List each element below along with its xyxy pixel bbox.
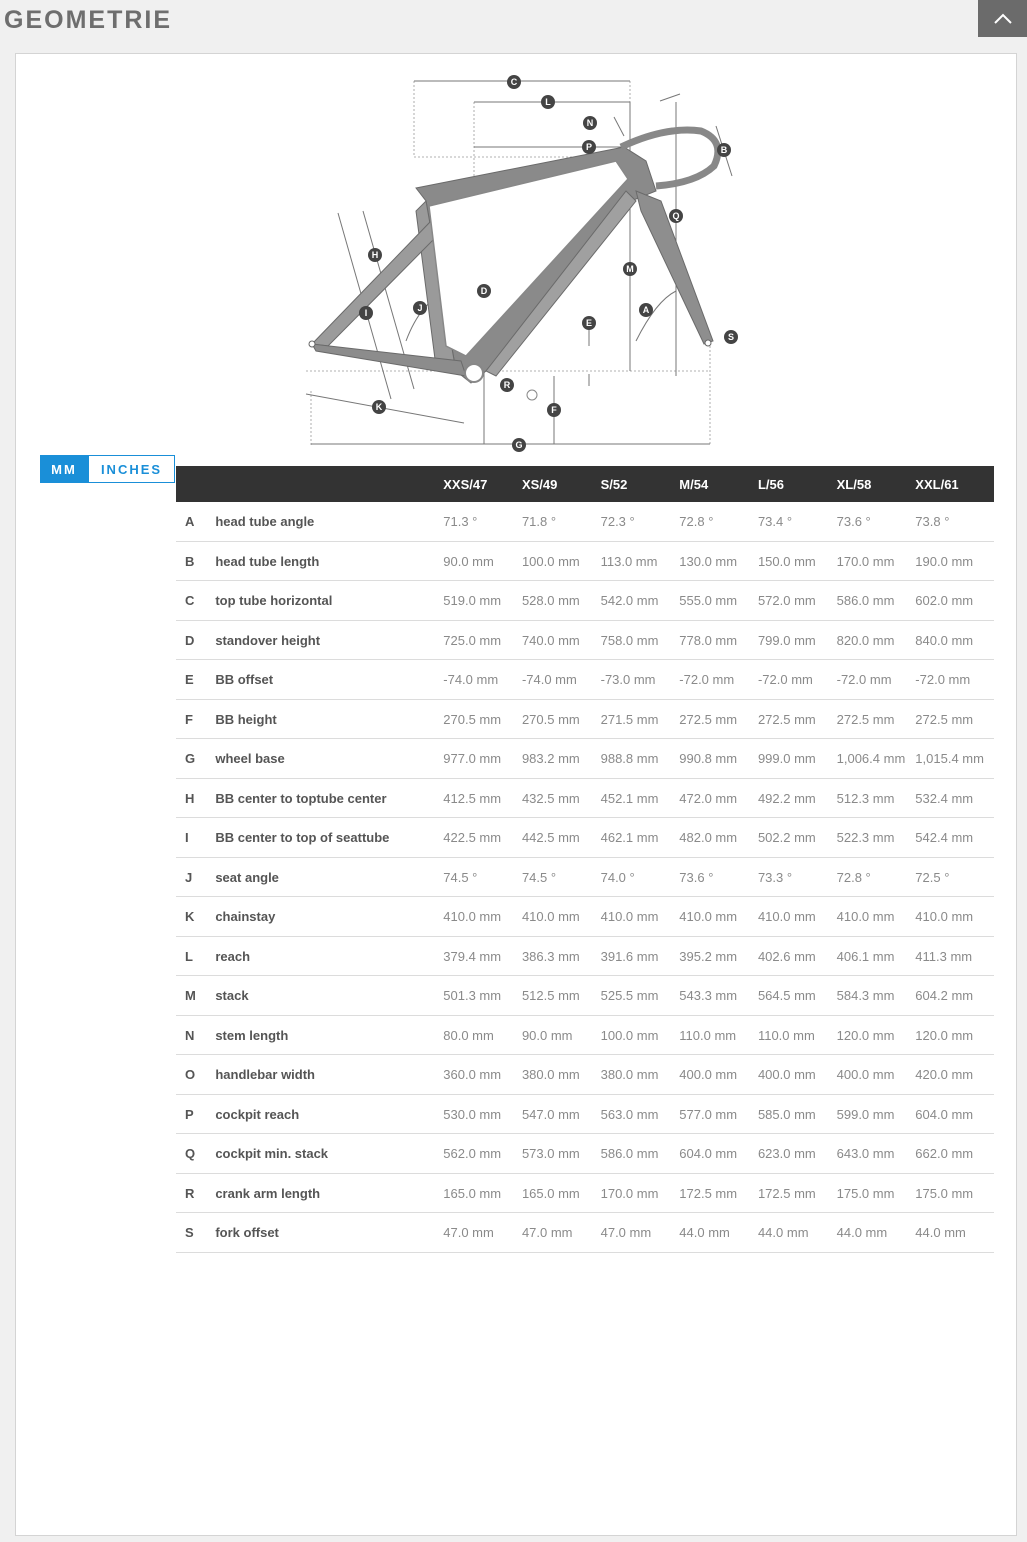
row-value: 130.0 mm (679, 541, 758, 581)
bike-frame-geometry-diagram (286, 69, 746, 454)
table-row (176, 502, 994, 541)
svg-text:L: L (545, 97, 551, 107)
size-header: L/56 (757, 476, 784, 492)
row-value: 120.0 mm (915, 1015, 994, 1055)
marker-l (541, 95, 555, 109)
row-value: 380.0 mm (522, 1055, 601, 1095)
row-value: 522.3 mm (837, 818, 916, 858)
table-row (176, 1055, 994, 1095)
row-label: BB height (215, 699, 443, 739)
row-value: 150.0 mm (758, 541, 837, 581)
row-value: 410.0 mm (758, 897, 837, 937)
row-value: 543.3 mm (679, 976, 758, 1016)
svg-text:A: A (642, 305, 650, 315)
table-row (176, 699, 994, 739)
row-value: 562.0 mm (443, 1134, 522, 1174)
row-value: 820.0 mm (837, 620, 916, 660)
row-value: 840.0 mm (915, 620, 994, 660)
row-value: 73.3 ° (758, 857, 837, 897)
row-value: 270.5 mm (522, 699, 601, 739)
row-value: 990.8 mm (679, 739, 758, 779)
section-title: GEOMETRIE (4, 6, 173, 34)
svg-text:F: F (551, 405, 557, 415)
row-value: 410.0 mm (522, 897, 601, 937)
size-header: S/52 (600, 476, 628, 492)
svg-text:H: H (371, 250, 379, 260)
row-label: chainstay (215, 897, 443, 937)
row-value: 662.0 mm (915, 1134, 994, 1174)
row-value: 432.5 mm (522, 778, 601, 818)
row-value: 977.0 mm (443, 739, 522, 779)
row-value: -74.0 mm (522, 660, 601, 700)
svg-text:C: C (510, 77, 518, 87)
unit-inches-button[interactable]: INCHES (88, 455, 175, 483)
row-value: 482.0 mm (679, 818, 758, 858)
row-value: 778.0 mm (679, 620, 758, 660)
row-value: 380.0 mm (601, 1055, 680, 1095)
marker-h (368, 248, 382, 262)
row-value: 599.0 mm (837, 1094, 916, 1134)
marker-r (500, 378, 514, 392)
svg-text:J: J (417, 303, 423, 313)
row-value: 73.4 ° (758, 502, 837, 541)
svg-text:D: D (480, 286, 488, 296)
row-label: crank arm length (215, 1173, 443, 1213)
table-row (176, 1134, 994, 1174)
row-value: 604.2 mm (915, 976, 994, 1016)
row-key: F (176, 699, 215, 739)
row-value: 172.5 mm (679, 1173, 758, 1213)
row-value: 512.3 mm (837, 778, 916, 818)
row-value: 272.5 mm (915, 699, 994, 739)
marker-d (477, 284, 491, 298)
row-label: BB center to toptube center (215, 778, 443, 818)
table-row (176, 1015, 994, 1055)
row-value: 175.0 mm (837, 1173, 916, 1213)
marker-k (372, 400, 386, 414)
row-value: 530.0 mm (443, 1094, 522, 1134)
row-label: stem length (215, 1015, 443, 1055)
row-value: 400.0 mm (679, 1055, 758, 1095)
row-key: G (176, 739, 215, 779)
row-value: -73.0 mm (601, 660, 680, 700)
table-row (176, 897, 994, 937)
row-value: 462.1 mm (601, 818, 680, 858)
row-value: 72.8 ° (679, 502, 758, 541)
row-value: 90.0 mm (443, 541, 522, 581)
table-row (176, 778, 994, 818)
row-value: 44.0 mm (758, 1213, 837, 1253)
row-value: 542.0 mm (601, 581, 680, 621)
row-key: E (176, 660, 215, 700)
row-value: 547.0 mm (522, 1094, 601, 1134)
svg-text:N: N (586, 118, 594, 128)
marker-q (669, 209, 683, 223)
row-value: 564.5 mm (758, 976, 837, 1016)
row-value: 80.0 mm (443, 1015, 522, 1055)
row-value: 72.8 ° (837, 857, 916, 897)
row-value: 410.0 mm (443, 897, 522, 937)
svg-text:G: G (515, 440, 523, 450)
row-value: -74.0 mm (443, 660, 522, 700)
row-value: 110.0 mm (758, 1015, 837, 1055)
row-value: 725.0 mm (443, 620, 522, 660)
chevron-up-icon (993, 13, 1013, 25)
row-value: 270.5 mm (443, 699, 522, 739)
row-value: 585.0 mm (758, 1094, 837, 1134)
table-row (176, 857, 994, 897)
row-value: 71.3 ° (443, 502, 522, 541)
marker-a (639, 303, 653, 317)
row-value: 165.0 mm (443, 1173, 522, 1213)
row-label: handlebar width (215, 1055, 443, 1095)
row-value: 386.3 mm (522, 936, 601, 976)
row-value: 799.0 mm (758, 620, 837, 660)
row-key: N (176, 1015, 215, 1055)
row-value: 452.1 mm (601, 778, 680, 818)
size-header: XL/58 (836, 476, 872, 492)
table-row (176, 739, 994, 779)
marker-i (359, 306, 373, 320)
row-label: standover height (215, 620, 443, 660)
table-row (176, 1213, 994, 1253)
row-label: BB center to top of seattube (215, 818, 443, 858)
row-value: 412.5 mm (443, 778, 522, 818)
row-key: J (176, 857, 215, 897)
size-header: M/54 (679, 476, 709, 492)
row-value: 72.3 ° (601, 502, 680, 541)
svg-text:Q: Q (672, 211, 680, 221)
row-value: 528.0 mm (522, 581, 601, 621)
size-header: XXS/47 (443, 476, 488, 492)
row-value: 623.0 mm (758, 1134, 837, 1174)
row-value: 643.0 mm (837, 1134, 916, 1174)
marker-f (547, 403, 561, 417)
svg-text:R: R (503, 380, 511, 390)
table-row (176, 1173, 994, 1213)
geometry-panel (15, 53, 1017, 1536)
row-label: cockpit reach (215, 1094, 443, 1134)
geometry-table (176, 466, 994, 1253)
table-header-row (176, 466, 994, 502)
row-value: 72.5 ° (915, 857, 994, 897)
row-value: 272.5 mm (837, 699, 916, 739)
row-value: 512.5 mm (522, 976, 601, 1016)
marker-p (582, 140, 596, 154)
row-value: 442.5 mm (522, 818, 601, 858)
row-value: -72.0 mm (915, 660, 994, 700)
table-row (176, 1094, 994, 1134)
row-value: 400.0 mm (837, 1055, 916, 1095)
row-value: 44.0 mm (915, 1213, 994, 1253)
size-header: XS/49 (521, 476, 558, 492)
row-value: 758.0 mm (601, 620, 680, 660)
row-value: 120.0 mm (837, 1015, 916, 1055)
row-value: 983.2 mm (522, 739, 601, 779)
row-value: 379.4 mm (443, 936, 522, 976)
row-label: reach (215, 936, 443, 976)
svg-text:K: K (375, 402, 383, 412)
row-value: 502.2 mm (758, 818, 837, 858)
row-value: 406.1 mm (837, 936, 916, 976)
row-value: 542.4 mm (915, 818, 994, 858)
row-value: 573.0 mm (522, 1134, 601, 1174)
row-key: H (176, 778, 215, 818)
row-value: -72.0 mm (679, 660, 758, 700)
row-key: P (176, 1094, 215, 1134)
unit-toggle (40, 455, 175, 483)
svg-text:S: S (727, 332, 735, 342)
row-value: 391.6 mm (601, 936, 680, 976)
marker-s (724, 330, 738, 344)
row-key: I (176, 818, 215, 858)
row-value: 411.3 mm (915, 936, 994, 976)
row-key: R (176, 1173, 215, 1213)
row-value: 410.0 mm (601, 897, 680, 937)
row-value: 420.0 mm (915, 1055, 994, 1095)
row-value: 422.5 mm (443, 818, 522, 858)
row-value: 170.0 mm (601, 1173, 680, 1213)
row-key: L (176, 936, 215, 976)
row-value: 271.5 mm (601, 699, 680, 739)
table-row (176, 541, 994, 581)
row-value: 410.0 mm (679, 897, 758, 937)
row-value: 519.0 mm (443, 581, 522, 621)
row-value: 47.0 mm (601, 1213, 680, 1253)
svg-text:E: E (585, 318, 593, 328)
marker-m (623, 262, 637, 276)
row-value: 400.0 mm (758, 1055, 837, 1095)
unit-mm-button[interactable]: MM (40, 455, 88, 483)
row-value: 47.0 mm (443, 1213, 522, 1253)
row-label: stack (215, 976, 443, 1016)
table-row (176, 976, 994, 1016)
svg-text:P: P (585, 142, 593, 152)
table-row (176, 936, 994, 976)
row-value: -72.0 mm (837, 660, 916, 700)
row-value: 170.0 mm (837, 541, 916, 581)
row-value: 44.0 mm (837, 1213, 916, 1253)
row-label: top tube horizontal (215, 581, 443, 621)
collapse-button[interactable] (978, 0, 1027, 37)
row-value: 410.0 mm (837, 897, 916, 937)
row-key: O (176, 1055, 215, 1095)
table-row (176, 660, 994, 700)
table-row (176, 818, 994, 858)
row-value: 44.0 mm (679, 1213, 758, 1253)
row-value: 73.8 ° (915, 502, 994, 541)
row-value: 100.0 mm (522, 541, 601, 581)
row-value: 988.8 mm (601, 739, 680, 779)
marker-e (582, 316, 596, 330)
row-value: 1,015.4 mm (915, 739, 994, 779)
row-value: 90.0 mm (522, 1015, 601, 1055)
marker-j (413, 301, 427, 315)
row-value: 999.0 mm (758, 739, 837, 779)
row-key: Q (176, 1134, 215, 1174)
row-value: 74.5 ° (443, 857, 522, 897)
row-value: 73.6 ° (837, 502, 916, 541)
svg-text:M: M (626, 264, 634, 274)
row-value: 175.0 mm (915, 1173, 994, 1213)
table-row (176, 620, 994, 660)
row-label: BB offset (215, 660, 443, 700)
row-value: 360.0 mm (443, 1055, 522, 1095)
row-label: head tube angle (215, 502, 443, 541)
row-key: A (176, 502, 215, 541)
row-value: 472.0 mm (679, 778, 758, 818)
row-label: cockpit min. stack (215, 1134, 443, 1174)
row-key: B (176, 541, 215, 581)
row-value: 602.0 mm (915, 581, 994, 621)
row-value: 586.0 mm (837, 581, 916, 621)
row-value: 172.5 mm (758, 1173, 837, 1213)
row-value: 272.5 mm (758, 699, 837, 739)
row-value: 410.0 mm (915, 897, 994, 937)
row-value: 604.0 mm (915, 1094, 994, 1134)
row-value: 113.0 mm (601, 541, 680, 581)
row-value: 100.0 mm (601, 1015, 680, 1055)
table-body (176, 502, 994, 1252)
row-value: 584.3 mm (837, 976, 916, 1016)
row-value: 74.0 ° (601, 857, 680, 897)
row-value: 190.0 mm (915, 541, 994, 581)
marker-c (507, 75, 521, 89)
row-value: 532.4 mm (915, 778, 994, 818)
row-value: 555.0 mm (679, 581, 758, 621)
row-value: 71.8 ° (522, 502, 601, 541)
row-value: 395.2 mm (679, 936, 758, 976)
row-value: 73.6 ° (679, 857, 758, 897)
marker-n (583, 116, 597, 130)
row-value: 165.0 mm (522, 1173, 601, 1213)
row-key: K (176, 897, 215, 937)
row-value: 563.0 mm (601, 1094, 680, 1134)
row-value: 110.0 mm (679, 1015, 758, 1055)
row-value: -72.0 mm (758, 660, 837, 700)
row-label: fork offset (215, 1213, 443, 1253)
table-row (176, 581, 994, 621)
row-label: seat angle (215, 857, 443, 897)
row-value: 492.2 mm (758, 778, 837, 818)
svg-text:I: I (364, 308, 368, 318)
row-key: S (176, 1213, 215, 1253)
row-value: 74.5 ° (522, 857, 601, 897)
row-key: M (176, 976, 215, 1016)
row-label: head tube length (215, 541, 443, 581)
row-value: 1,006.4 mm (837, 739, 916, 779)
size-header: XXL/61 (915, 476, 959, 492)
marker-b (717, 143, 731, 157)
row-value: 47.0 mm (522, 1213, 601, 1253)
row-key: D (176, 620, 215, 660)
row-value: 501.3 mm (443, 976, 522, 1016)
svg-text:B: B (720, 145, 728, 155)
row-value: 525.5 mm (601, 976, 680, 1016)
row-value: 740.0 mm (522, 620, 601, 660)
row-value: 577.0 mm (679, 1094, 758, 1134)
row-value: 572.0 mm (758, 581, 837, 621)
row-value: 604.0 mm (679, 1134, 758, 1174)
row-value: 402.6 mm (758, 936, 837, 976)
row-value: 586.0 mm (601, 1134, 680, 1174)
row-label: wheel base (215, 739, 443, 779)
marker-g (512, 438, 526, 452)
row-key: C (176, 581, 215, 621)
row-value: 272.5 mm (679, 699, 758, 739)
